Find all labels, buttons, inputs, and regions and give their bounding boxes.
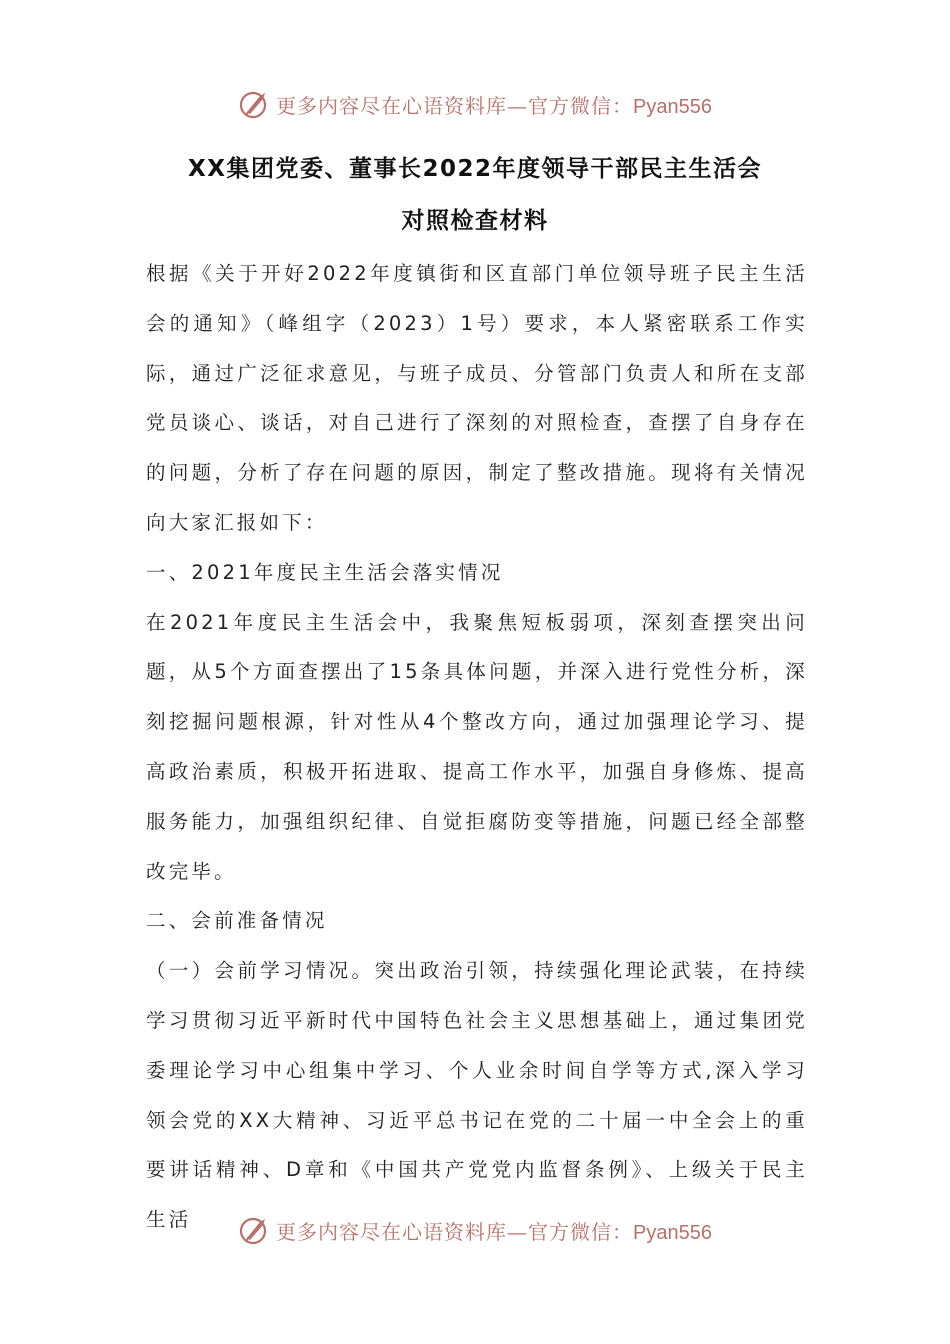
paragraph-study: （一）会前学习情况。突出政治引领，持续强化理论武装，在持续学习贯彻习近平新时代中国特色社会主义思想基础上，通过集团党委理论学习中心组集中学习、个人业余时间自学等方式,深入学习领会党的XX大精神、习近平总书记在党的二十届一中全会上的重要讲话精神、D章和《中国共产党党内监督条例》、上级关于民主生活: [146, 959, 808, 1232]
paragraph-2021-review: 在2021年度民主生活会中，我聚焦短板弱项，深刻查摆突出问题，从5个方面查摆出了15条具体问题，并深入进行党性分析，深刻挖掘问题根源，针对性从4个整改方向，通过加强理论学习、提高政治素质，积极开拓进取、提高工作水平，加强自身修炼、提高服务能力，加强组织纪律、自觉拒腐防变等措施，问题已经全部整改完毕。: [146, 610, 808, 883]
wechat-id: Pyan556: [633, 95, 712, 118]
watermark-label: 更多内容尽在心语资料库—官方微信：: [276, 93, 634, 118]
wechat-id: Pyan556: [633, 1221, 712, 1244]
section-heading-1: 一、2021年度民主生活会落实情况: [146, 560, 504, 584]
watermark-text: [276, 1216, 712, 1245]
document-body: [146, 249, 808, 1245]
paragraph-intro: 根据《关于开好2022年度镇街和区直部门单位领导班子民主生活会的通知》（峰组字（2023）1号）要求，本人紧密联系工作实际，通过广泛征求意见，与班子成员、分管部门负责人和所在支部党员谈心、谈话，对自己进行了深刻的对照检查，查摆了自身存在的问题，分析了存在问题的原因，制定了整改措施。现将有关情况向大家汇报如下：: [146, 262, 808, 534]
pen-nib-circle-icon: [238, 87, 272, 121]
watermark-text: [276, 90, 712, 119]
document-title-line2: 对照检查材料: [401, 208, 549, 234]
watermark-banner-bottom: [0, 1210, 950, 1250]
pen-nib-circle-icon: [238, 1213, 272, 1247]
section-heading-2: 二、会前准备情况: [146, 909, 328, 933]
document-title-line1: XX集团党委、董事长2022年度领导干部民主生活会: [188, 156, 762, 182]
watermark-label: 更多内容尽在心语资料库—官方微信：: [276, 1219, 634, 1244]
watermark-banner-top: [0, 84, 950, 124]
